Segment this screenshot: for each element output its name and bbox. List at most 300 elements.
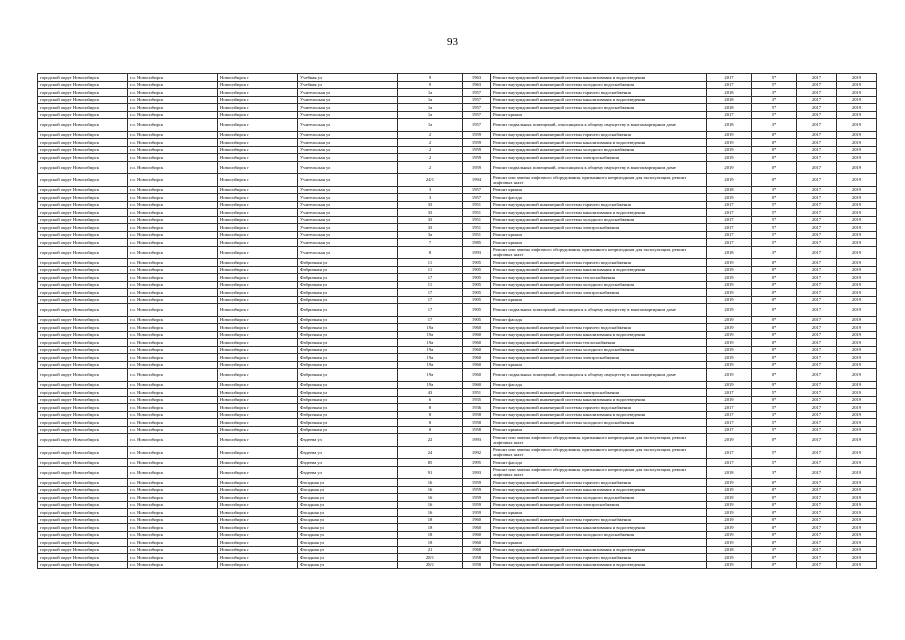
work-type-cell: Ремонт внутридомовой инженерной системы канализования и водоотведения [491,266,707,274]
work-type-cell: Ремонт внутридомовой инженерной системы электроснабжения [491,154,707,162]
house-cell: 17 [398,316,463,324]
work-type-cell: Ремонт внутридомовой инженерной системы горячего водоснабжения [491,324,707,332]
period-end-cell: 2019 [837,201,877,209]
municipality-cell: городской округ Новосибирск [38,139,128,147]
settlement-cell: г.о. Новосибирск [128,174,218,187]
year-built-cell: 1951 [463,224,491,232]
settlement-cell: г.о. Новосибирск [128,331,218,339]
plan-year-cell: 2018 [707,89,752,97]
house-cell: 19а [398,369,463,382]
municipality-cell: городской округ Новосибирск [38,381,128,389]
plan-year-cell: 2017 [707,231,752,239]
municipality-cell: городской округ Новосибирск [38,259,128,267]
city-cell: Новосибирск г [218,96,298,104]
period-start-cell: 2017 [797,231,837,239]
priority-cell: 5* [752,459,797,467]
street-cell: Фасадная ул [298,546,398,554]
priority-cell: 3* [752,466,797,479]
table-row [38,434,877,447]
period-start-cell: 2017 [797,539,837,547]
municipality-cell: городской округ Новосибирск [38,501,128,509]
table-row [38,539,877,547]
work-type-cell: Ремонт подвальных помещений, относящихся к общему имуществу в многоквартирном доме [491,369,707,382]
plan-year-cell: 2018 [707,546,752,554]
work-type-cell: Ремонт внутридомовой инженерной системы холодного водоснабжения [491,104,707,112]
house-cell: 16 [398,509,463,517]
city-cell: Новосибирск г [218,486,298,494]
plan-year-cell: 2019 [707,486,752,494]
table-row [38,174,877,187]
priority-cell: 3* [752,89,797,97]
city-cell: Новосибирск г [218,281,298,289]
house-cell: 19а [398,361,463,369]
work-type-cell: Ремонт внутридомовой инженерной системы горячего водоснабжения [491,479,707,487]
plan-year-cell: 2019 [707,139,752,147]
priority-cell: 0* [752,516,797,524]
settlement-cell: г.о. Новосибирск [128,426,218,434]
priority-cell: 0* [752,501,797,509]
work-type-cell: Ремонт внутридомовой инженерной системы канализования и водоотведения [491,139,707,147]
plan-year-cell: 2019 [707,281,752,289]
work-type-cell: Ремонт внутридомовой инженерной системы горячего водоснабжения [491,259,707,267]
municipality-cell: городской округ Новосибирск [38,266,128,274]
house-cell: 6 [398,396,463,404]
municipality-cell: городской округ Новосибирск [38,346,128,354]
street-cell: Фадеева ул [298,459,398,467]
work-type-cell: Ремонт или замена лифтового оборудования, признанного непригодным для эксплуатации, ремонт лифтовых шахт [491,174,707,187]
house-cell: 2 [398,161,463,174]
period-end-cell: 2019 [837,381,877,389]
period-end-cell: 2019 [837,516,877,524]
period-start-cell: 2017 [797,104,837,112]
work-type-cell: Ремонт внутридомовой инженерной системы электроснабжения [491,501,707,509]
house-cell: 21 [398,546,463,554]
settlement-cell: г.о. Новосибирск [128,516,218,524]
settlement-cell: г.о. Новосибирск [128,396,218,404]
work-type-cell: Ремонт крыши [491,186,707,194]
plan-year-cell: 2019 [707,131,752,139]
settlement-cell: г.о. Новосибирск [128,561,218,569]
table-row [38,531,877,539]
city-cell: Новосибирск г [218,419,298,427]
street-cell: Фабричная ул [298,346,398,354]
period-end-cell: 2019 [837,369,877,382]
house-cell: 33 [398,216,463,224]
work-type-cell: Ремонт внутридомовой инженерной системы холодного водоснабжения [491,531,707,539]
settlement-cell: г.о. Новосибирск [128,266,218,274]
period-end-cell: 2019 [837,289,877,297]
settlement-cell: г.о. Новосибирск [128,154,218,162]
street-cell: Учительская ул [298,224,398,232]
city-cell: Новосибирск г [218,396,298,404]
priority-cell: 0* [752,509,797,517]
house-cell: 8 [398,411,463,419]
settlement-cell: г.о. Новосибирск [128,296,218,304]
year-built-cell: 1951 [463,209,491,217]
settlement-cell: г.о. Новосибирск [128,339,218,347]
period-start-cell: 2017 [797,216,837,224]
period-end-cell: 2019 [837,501,877,509]
period-end-cell: 2019 [837,131,877,139]
settlement-cell: г.о. Новосибирск [128,224,218,232]
city-cell: Новосибирск г [218,479,298,487]
period-end-cell: 2019 [837,154,877,162]
priority-cell: 3* [752,546,797,554]
period-start-cell: 2017 [797,546,837,554]
table-row [38,411,877,419]
settlement-cell: г.о. Новосибирск [128,411,218,419]
street-cell: Фабричная ул [298,339,398,347]
table-row [38,216,877,224]
settlement-cell: г.о. Новосибирск [128,74,218,82]
work-type-cell: Ремонт внутридомовой инженерной системы холодного водоснабжения [491,494,707,502]
table-row [38,239,877,247]
settlement-cell: г.о. Новосибирск [128,209,218,217]
house-cell: 85 [398,459,463,467]
table-row [38,561,877,569]
year-built-cell: 1905 [463,259,491,267]
period-end-cell: 2019 [837,546,877,554]
city-cell: Новосибирск г [218,446,298,459]
period-start-cell: 2017 [797,74,837,82]
year-built-cell: 1960 [463,539,491,547]
period-start-cell: 2017 [797,209,837,217]
street-cell: Фабричная ул [298,289,398,297]
plan-year-cell: 2019 [707,494,752,502]
period-start-cell: 2017 [797,426,837,434]
period-start-cell: 2017 [797,459,837,467]
period-start-cell: 2017 [797,354,837,362]
municipality-cell: городской округ Новосибирск [38,554,128,562]
plan-year-cell: 2019 [707,174,752,187]
city-cell: Новосибирск г [218,404,298,412]
year-built-cell: 1959 [463,161,491,174]
house-cell: 11 [398,281,463,289]
municipality-cell: городской округ Новосибирск [38,304,128,317]
work-type-cell: Ремонт внутридомовой инженерной системы горячего водоснабжения [491,89,707,97]
priority-cell: 0* [752,479,797,487]
house-cell: 2 [398,146,463,154]
period-start-cell: 2017 [797,81,837,89]
municipality-cell: городской округ Новосибирск [38,246,128,259]
city-cell: Новосибирск г [218,104,298,112]
city-cell: Новосибирск г [218,246,298,259]
table-row [38,419,877,427]
table-row [38,131,877,139]
priority-cell: 5* [752,104,797,112]
table-row [38,331,877,339]
municipality-cell: городской округ Новосибирск [38,479,128,487]
settlement-cell: г.о. Новосибирск [128,381,218,389]
table-row [38,139,877,147]
plan-year-cell: 2019 [707,509,752,517]
period-start-cell: 2017 [797,381,837,389]
priority-cell: 5* [752,224,797,232]
priority-cell: 0* [752,304,797,317]
street-cell: Учительская ул [298,111,398,119]
work-type-cell: Ремонт внутридомовой инженерной системы горячего водоснабжения [491,516,707,524]
house-cell: 19а [398,381,463,389]
work-type-cell: Ремонт или замена лифтового оборудования, признанного непригодным для эксплуатации, ремонт лифтовых шахт [491,434,707,447]
work-type-cell: Ремонт крыши [491,426,707,434]
period-end-cell: 2019 [837,194,877,202]
settlement-cell: г.о. Новосибирск [128,501,218,509]
period-end-cell: 2019 [837,459,877,467]
plan-year-cell: 2019 [707,531,752,539]
priority-cell: 0* [752,139,797,147]
table-row [38,96,877,104]
work-type-cell: Ремонт внутридомовой инженерной системы канализования и водоотведения [491,546,707,554]
period-end-cell: 2019 [837,339,877,347]
priority-cell: 3* [752,96,797,104]
table-row [38,396,877,404]
period-end-cell: 2019 [837,331,877,339]
table-row [38,354,877,362]
table-row [38,466,877,479]
house-cell: 1а [398,96,463,104]
period-start-cell: 2017 [797,239,837,247]
period-start-cell: 2017 [797,396,837,404]
period-start-cell: 2017 [797,524,837,532]
period-end-cell: 2019 [837,509,877,517]
year-built-cell: 1992 [463,446,491,459]
priority-cell: 5* [752,231,797,239]
settlement-cell: г.о. Новосибирск [128,239,218,247]
plan-year-cell: 2017 [707,201,752,209]
street-cell: Фабричная ул [298,396,398,404]
city-cell: Новосибирск г [218,209,298,217]
table-row [38,74,877,82]
priority-cell: 0* [752,146,797,154]
period-end-cell: 2019 [837,404,877,412]
period-start-cell: 2017 [797,131,837,139]
city-cell: Новосибирск г [218,524,298,532]
priority-cell: 0* [752,354,797,362]
table-row [38,89,877,97]
period-end-cell: 2019 [837,494,877,502]
house-cell: 19а [398,354,463,362]
priority-cell: 0* [752,361,797,369]
street-cell: Учительская ул [298,239,398,247]
table-row [38,459,877,467]
period-end-cell: 2019 [837,209,877,217]
period-end-cell: 2019 [837,74,877,82]
city-cell: Новосибирск г [218,296,298,304]
priority-cell: 0* [752,131,797,139]
period-start-cell: 2017 [797,561,837,569]
street-cell: Фадеева ул [298,446,398,459]
house-cell: 17 [398,289,463,297]
settlement-cell: г.о. Новосибирск [128,96,218,104]
period-end-cell: 2019 [837,216,877,224]
period-start-cell: 2017 [797,479,837,487]
period-end-cell: 2019 [837,396,877,404]
period-start-cell: 2017 [797,419,837,427]
work-type-cell: Ремонт крыши [491,111,707,119]
settlement-cell: г.о. Новосибирск [128,369,218,382]
period-end-cell: 2019 [837,316,877,324]
period-start-cell: 2017 [797,404,837,412]
plan-year-cell: 2017 [707,459,752,467]
work-type-cell: Ремонт внутридомовой инженерной системы канализования и водоотведения [491,96,707,104]
priority-cell: 5* [752,389,797,397]
plan-year-cell: 2019 [707,369,752,382]
table-row [38,479,877,487]
priority-cell: 0* [752,154,797,162]
table-row [38,501,877,509]
municipality-cell: городской округ Новосибирск [38,389,128,397]
city-cell: Новосибирск г [218,274,298,282]
period-start-cell: 2017 [797,139,837,147]
municipality-cell: городской округ Новосибирск [38,396,128,404]
work-type-cell: Ремонт внутридомовой инженерной системы горячего водоснабжения [491,554,707,562]
city-cell: Новосибирск г [218,131,298,139]
plan-year-cell: 2019 [707,339,752,347]
period-start-cell: 2017 [797,266,837,274]
settlement-cell: г.о. Новосибирск [128,216,218,224]
priority-cell: 5* [752,201,797,209]
year-built-cell: 1960 [463,331,491,339]
municipality-cell: городской округ Новосибирск [38,486,128,494]
work-type-cell: Ремонт внутридомовой инженерной системы горячего водоснабжения [491,201,707,209]
street-cell: Фасадная ул [298,516,398,524]
work-type-cell: Ремонт крыши [491,539,707,547]
period-start-cell: 2017 [797,111,837,119]
year-built-cell: 1905 [463,316,491,324]
settlement-cell: г.о. Новосибирск [128,81,218,89]
table-row [38,304,877,317]
house-cell: 7 [398,239,463,247]
priority-cell: 0* [752,259,797,267]
street-cell: Учительская ул [298,89,398,97]
year-built-cell: 1959 [463,509,491,517]
settlement-cell: г.о. Новосибирск [128,434,218,447]
plan-year-cell: 2019 [707,274,752,282]
priority-cell: 0* [752,289,797,297]
plan-year-cell: 2017 [707,216,752,224]
period-end-cell: 2019 [837,259,877,267]
table-row [38,161,877,174]
table-row [38,209,877,217]
street-cell: Учительская ул [298,146,398,154]
period-end-cell: 2019 [837,96,877,104]
plan-year-cell: 2019 [707,161,752,174]
priority-cell: 5* [752,111,797,119]
year-built-cell: 1951 [463,201,491,209]
settlement-cell: г.о. Новосибирск [128,389,218,397]
year-built-cell: 1960 [463,324,491,332]
city-cell: Новосибирск г [218,89,298,97]
table-row [38,381,877,389]
house-cell: 18 [398,524,463,532]
city-cell: Новосибирск г [218,361,298,369]
plan-year-cell: 2019 [707,346,752,354]
period-start-cell: 2017 [797,501,837,509]
period-end-cell: 2019 [837,111,877,119]
plan-year-cell: 2019 [707,434,752,447]
period-end-cell: 2019 [837,224,877,232]
municipality-cell: городской округ Новосибирск [38,194,128,202]
city-cell: Новосибирск г [218,194,298,202]
priority-cell: 0* [752,331,797,339]
period-start-cell: 2017 [797,339,837,347]
period-start-cell: 2017 [797,411,837,419]
city-cell: Новосибирск г [218,74,298,82]
period-end-cell: 2019 [837,296,877,304]
house-cell: 33 [398,201,463,209]
priority-cell: 0* [752,266,797,274]
plan-year-cell: 2019 [707,479,752,487]
house-cell: 17 [398,296,463,304]
city-cell: Новосибирск г [218,259,298,267]
municipality-cell: городской округ Новосибирск [38,546,128,554]
table-row [38,119,877,132]
street-cell: Фабричная ул [298,304,398,317]
house-cell: 18 [398,516,463,524]
municipality-cell: городской округ Новосибирск [38,89,128,97]
year-built-cell: 1951 [463,216,491,224]
year-built-cell: 1960 [463,346,491,354]
street-cell: Фасадная ул [298,539,398,547]
work-type-cell: Ремонт внутридомовой инженерной системы теплоснабжения [491,274,707,282]
settlement-cell: г.о. Новосибирск [128,324,218,332]
work-type-cell: Ремонт внутридомовой инженерной системы горячего водоснабжения [491,404,707,412]
city-cell: Новосибирск г [218,266,298,274]
period-start-cell: 2017 [797,389,837,397]
street-cell: Фасадная ул [298,554,398,562]
settlement-cell: г.о. Новосибирск [128,446,218,459]
table-row [38,224,877,232]
house-cell: 43 [398,389,463,397]
plan-year-cell: 2019 [707,501,752,509]
house-cell: 19а [398,339,463,347]
year-built-cell: 1905 [463,266,491,274]
period-start-cell: 2017 [797,494,837,502]
year-built-cell: 1957 [463,96,491,104]
plan-year-cell: 2018 [707,96,752,104]
city-cell: Новосибирск г [218,139,298,147]
year-built-cell: 1959 [463,154,491,162]
table-row [38,316,877,324]
work-type-cell: Ремонт крыши [491,231,707,239]
municipality-cell: городской округ Новосибирск [38,426,128,434]
period-end-cell: 2019 [837,389,877,397]
city-cell: Новосибирск г [218,501,298,509]
city-cell: Новосибирск г [218,316,298,324]
house-cell: 1а [398,89,463,97]
house-cell: 2 [398,154,463,162]
period-start-cell: 2017 [797,281,837,289]
city-cell: Новосибирск г [218,174,298,187]
table-row [38,146,877,154]
year-built-cell: 1959 [463,486,491,494]
period-end-cell: 2019 [837,274,877,282]
priority-cell: 5* [752,446,797,459]
year-built-cell: 1957 [463,186,491,194]
settlement-cell: г.о. Новосибирск [128,304,218,317]
table-row [38,426,877,434]
table-row [38,274,877,282]
city-cell: Новосибирск г [218,426,298,434]
street-cell: Фасадная ул [298,494,398,502]
street-cell: Фабричная ул [298,324,398,332]
municipality-cell: городской округ Новосибирск [38,161,128,174]
table-row [38,509,877,517]
work-type-cell: Ремонт внутридомовой инженерной системы канализования и водоотведения [491,486,707,494]
priority-cell: 0* [752,324,797,332]
priority-cell: 5* [752,426,797,434]
table-row [38,104,877,112]
